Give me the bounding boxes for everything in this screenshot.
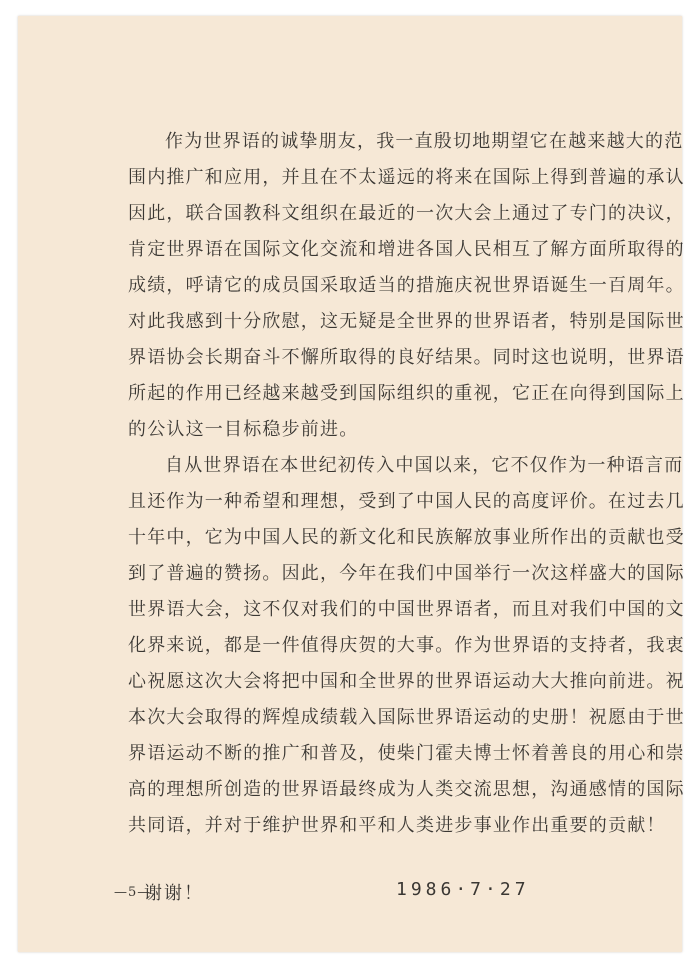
closing-thanks: 谢谢！ [144, 883, 204, 904]
text-line: 对此我感到十分欣慰，这无疑是全世界的世界语者，特别是国际世 [128, 311, 685, 332]
text-line: 因此，联合国教科文组织在最近的一次大会上通过了专门的决议， [128, 203, 685, 224]
text-line: 肯定世界语在国际文化交流和增进各国人民相互了解方面所取得的 [128, 239, 685, 260]
text-line: 作为世界语的诚挚朋友，我一直殷切地期望它在越来越大的范 [165, 131, 684, 152]
text-line: 的公认这一目标稳步前进。 [128, 419, 359, 440]
paragraph [128, 128, 685, 443]
text-line: 本次大会取得的辉煌成绩载入国际世界语运动的史册！祝愿由于世 [128, 707, 685, 728]
text-line: 成绩，呼请它的成员国采取适当的措施庆祝世界语诞生一百周年。 [128, 275, 685, 296]
paper-sheet [18, 16, 685, 952]
text-line: 围内推广和应用，并且在不太遥远的将来在国际上得到普遍的承认 [128, 167, 685, 188]
text-line: 世界语大会，这不仅对我们的中国世界语者，而且对我们中国的文 [128, 599, 685, 620]
text-line: 界语运动不断的推广和普及，使柴门霍夫博士怀着善良的用心和崇 [128, 743, 685, 764]
text-line: 所起的作用已经越来越受到国际组织的重视，它正在向得到国际上 [128, 383, 685, 404]
date: 1986·7·27 [396, 879, 530, 900]
text-line: 到了普遍的赞扬。因此，今年在我们中国举行一次这样盛大的国际 [128, 563, 685, 584]
letter-body [128, 128, 685, 839]
text-line: 化界来说，都是一件值得庆贺的大事。作为世界语的支持者，我衷 [128, 635, 685, 656]
closing-line [114, 879, 554, 907]
text-line: 高的理想所创造的世界语最终成为人类交流思想，沟通感情的国际 [128, 779, 685, 800]
text-line: 自从世界语在本世纪初传入中国以来，它不仅作为一种语言而 [165, 455, 684, 476]
text-line: 共同语，并对于维护世界和平和人类进步事业作出重要的贡献！ [128, 815, 666, 836]
text-line: 且还作为一种希望和理想，受到了中国人民的高度评价。在过去几 [128, 491, 685, 512]
text-line: 十年中，它为中国人民的新文化和民族解放事业所作出的贡献也受 [128, 527, 685, 548]
text-line: 界语协会长期奋斗不懈所取得的良好结果。同时这也说明，世界语 [128, 347, 685, 368]
text-line: 心祝愿这次大会将把中国和全世界的世界语运动大大推向前进。祝 [128, 671, 685, 692]
paragraph [128, 452, 685, 839]
page-number: —5— [114, 885, 152, 900]
